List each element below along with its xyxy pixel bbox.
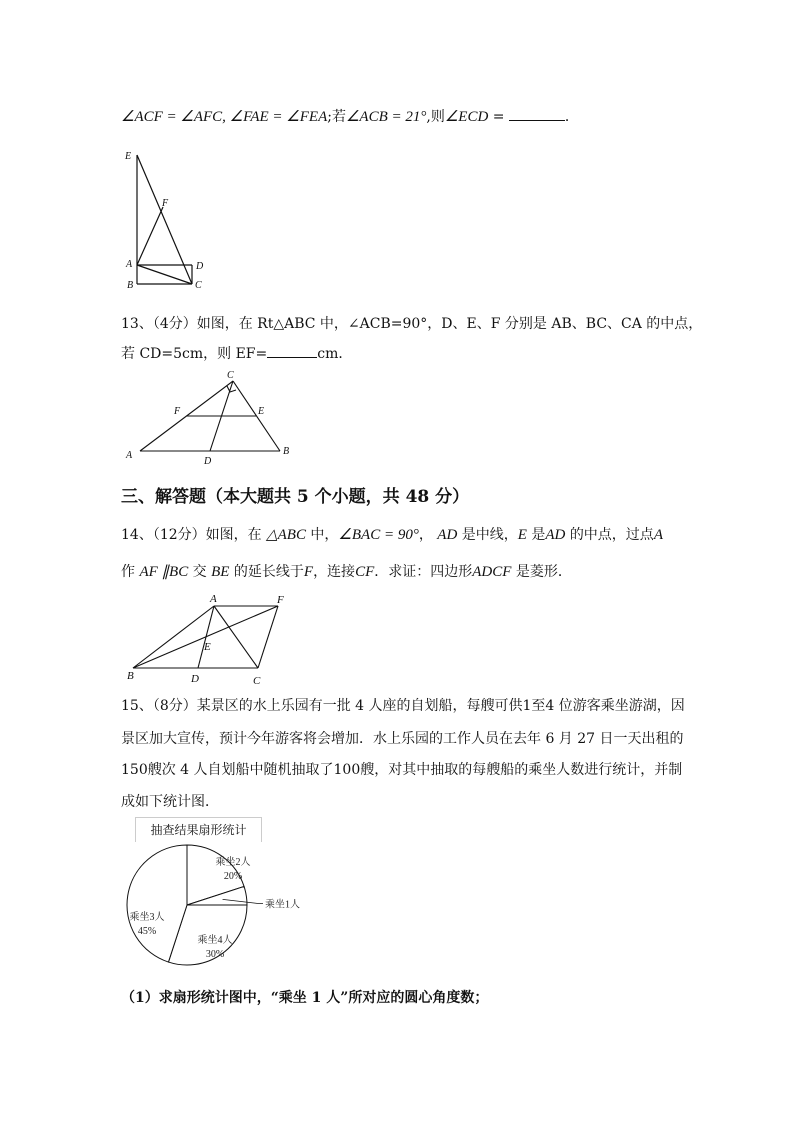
- q13-figure: [120, 366, 300, 466]
- q13-answer-blank[interactable]: [267, 343, 317, 358]
- q12-math-ecd: ∠ECD: [444, 109, 489, 125]
- q13-label-e: E: [258, 406, 265, 417]
- q14-t11: ．求证：四边形: [374, 564, 473, 580]
- pie-title-box: [135, 817, 262, 842]
- q14-t8: 交: [192, 564, 207, 580]
- q14-t5: 是: [531, 527, 546, 543]
- q12-math-angles: ∠ACF = ∠AFC, ∠FAE = ∠FEA: [121, 109, 328, 125]
- q14-label-c: C: [253, 675, 261, 684]
- q12-math-acb: ∠ACB = 21°: [345, 109, 427, 125]
- q12-label-b: B: [127, 280, 134, 291]
- q12-seg-ac: [137, 265, 192, 284]
- q13-line2: [121, 343, 352, 363]
- q15-sub1: （1）求扇形统计图中，“乘坐 1 人”所对应的圆心角度数；: [121, 990, 489, 1006]
- q14-t4: 是中线，: [461, 527, 518, 543]
- q14-t2: 中，: [310, 527, 339, 543]
- q12-label-f: F: [162, 198, 169, 209]
- q13-line2-text: 若 CD=5cm，则 EF=: [121, 346, 268, 362]
- pie-label-1: 乘坐2人: [215, 857, 251, 868]
- q14-m9: F: [303, 564, 314, 580]
- q14-line2: [121, 561, 572, 581]
- q14-m6: A: [653, 527, 663, 543]
- q13-unit: cm．: [317, 346, 353, 362]
- q12-figure: [118, 145, 218, 295]
- q14-label-a: A: [210, 593, 217, 605]
- q14-seg-cf: [258, 606, 278, 668]
- q14-t10: ，连接: [313, 564, 356, 580]
- q14-m5: AD: [545, 527, 566, 543]
- q14-m2: ∠BAC = 90°: [338, 527, 419, 543]
- q14-m1: △ABC: [266, 527, 306, 543]
- q14-figure: [122, 592, 302, 684]
- q14-line1: [121, 524, 663, 544]
- pie-pct-3: 30%: [205, 949, 225, 960]
- q12-label-a: A: [126, 259, 133, 270]
- q15-line2: 景区加大宣传，预计今年游客将会增加．水上乐园的工作人员在去年 6 月 27 日一天出租的: [121, 731, 684, 747]
- q15-line4: 成如下统计图．: [121, 794, 219, 810]
- pie-label-4: 乘坐3人: [129, 912, 165, 923]
- q12-label-e: E: [125, 151, 132, 162]
- q13-label-a: A: [126, 450, 133, 461]
- q14-label-e: E: [204, 641, 211, 653]
- q14-m8: BE: [211, 564, 230, 580]
- section3-heading: 三、解答题（本大题共 5 个小题，共 48 分）: [121, 487, 470, 507]
- pie-pct-1: 20%: [223, 871, 243, 882]
- q14-label-f: F: [277, 594, 284, 606]
- q14-t7: 作: [121, 564, 135, 580]
- q14-m10: CF: [355, 564, 375, 580]
- q14-t12: 是菱形．: [515, 564, 572, 580]
- q12-label-d: D: [196, 261, 204, 272]
- q14-m7: AF ∥BC: [139, 564, 189, 580]
- pie-title: 抽查结果扇形统计: [150, 823, 247, 837]
- pie-chart: [120, 840, 320, 975]
- q14-t9: 的延长线于: [233, 564, 304, 580]
- q13-label-c: C: [227, 370, 234, 381]
- q14-t6: 的中点，过点: [569, 527, 654, 543]
- q12-answer-blank[interactable]: [509, 106, 565, 121]
- q15-line1: 15、（8分）某景区的水上乐园有一批 4 人座的自划船，每艘可供1至4 位游客乘坐游湖，因: [121, 698, 685, 714]
- q14-seg-ba: [133, 606, 214, 668]
- q13-label-b: B: [283, 446, 290, 457]
- q12-text-then: ,则: [426, 109, 445, 125]
- pie-pct-4: 45%: [137, 926, 157, 937]
- q13-line1: 13、（4分）如图，在 Rt△ABC 中，∠ACB=90°，D、E、F 分别是 AB、BC、CA 的中点，: [121, 316, 703, 332]
- q14-seg-ad: [198, 606, 214, 668]
- pie-label-3: 乘坐4人: [197, 935, 233, 946]
- q14-t1: 14、（12分）如图，在: [121, 527, 262, 543]
- q12-period: ．: [564, 109, 579, 125]
- q12-label-c: C: [195, 280, 202, 291]
- q14-t3: ，: [418, 527, 433, 543]
- q13-label-f: F: [174, 406, 181, 417]
- q13-label-d: D: [204, 456, 212, 466]
- q14-m3: AD: [437, 527, 458, 543]
- q12-equals: =: [488, 109, 509, 125]
- q14-label-b: B: [127, 670, 134, 682]
- q14-m4: E: [517, 527, 527, 543]
- pie-label-2: 乘坐1人: [265, 899, 300, 911]
- q12-text-if: ;若: [327, 109, 346, 125]
- q14-seg-ac: [214, 606, 258, 668]
- q12-seg-af: [137, 207, 163, 265]
- q14-label-d: D: [191, 673, 199, 684]
- q15-line3: 150艘次 4 人自划船中随机抽取了100艘，对其中抽取的每艘船的乘坐人数进行统计，并制: [121, 762, 683, 778]
- q12-tail-line: [121, 106, 579, 126]
- q14-m11: ADCF: [472, 564, 512, 580]
